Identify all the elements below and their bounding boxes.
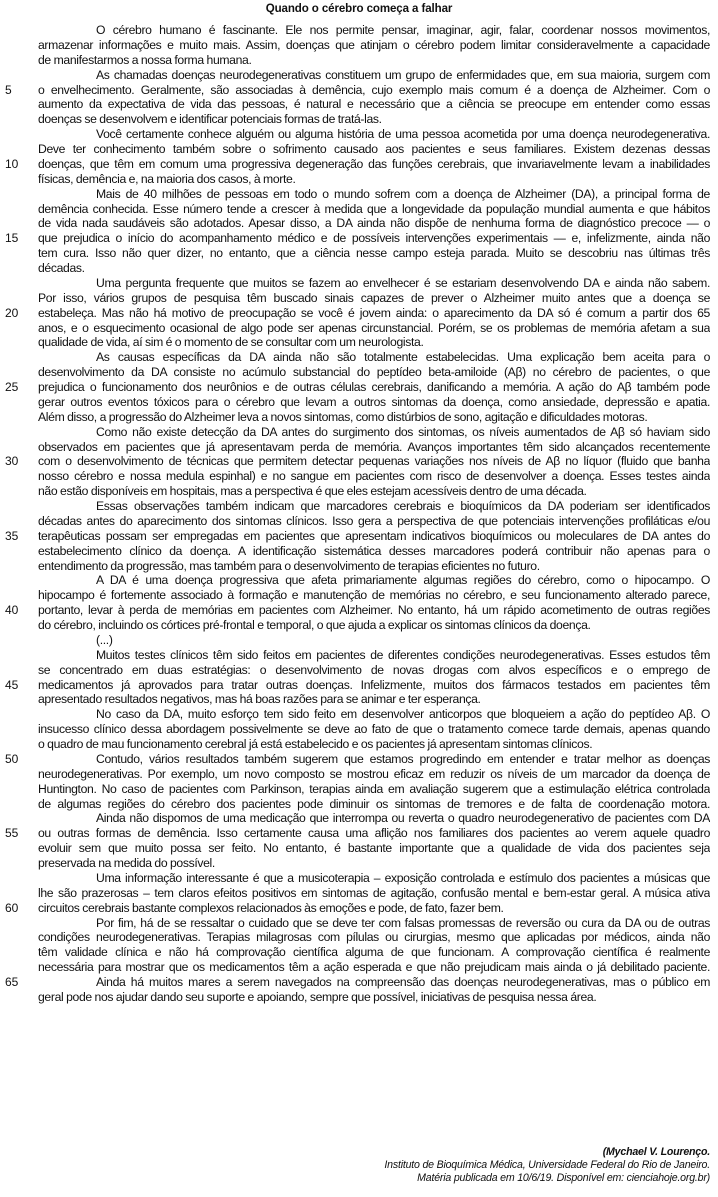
line-text: décadas. <box>38 261 85 275</box>
line-text: Ainda não dispomos de uma medicação que interrompa ou reverta o quadro neurodegenerativo de pacientes com DA <box>96 811 710 826</box>
text-line <box>38 276 710 291</box>
text-line <box>38 573 710 588</box>
text-line <box>5 603 710 618</box>
line-text: terapêuticas possam ser empregadas em pacientes que apresentam indicativos bioquímicos ou moleculares de DA antes do <box>38 528 710 543</box>
text-line <box>5 156 710 172</box>
line-text: gerar outros eventos tóxicos para o cérebro que levam a outros sintomas da doença, como ansiedade, depressão e apatia. <box>38 394 710 409</box>
line-text: de manifestarmos a nossa forma humana. <box>38 52 252 67</box>
line-text: (...) <box>96 632 113 647</box>
line-text: do cérebro, incluindo os córtices pré-frontal e temporal, o que ajuda a explicar os sintomas clínicos da doença. <box>38 618 591 632</box>
text-line <box>38 335 710 350</box>
text-line <box>38 112 710 127</box>
text-line <box>38 930 710 945</box>
text-line <box>5 380 710 395</box>
text-line <box>38 484 710 499</box>
line-text: armazenar informações e muito mais. Assim, doenças que atinjam o cérebro podem limitar consideravelmente a capacidade <box>38 37 710 52</box>
line-text: medicamentos já aprovados para tratar outras doenças. Infelizmente, muitos dos fármacos testados em pacientes têm <box>38 677 710 692</box>
line-text: geral pode nos ajudar dando seu suporte e apoiando, sempre que possível, iniciativas de pesquisa nessa área. <box>38 989 597 1004</box>
line-text: desenvolvimento da DA consiste no acúmulo substancial do peptídeo beta-amiloide (Aβ) no cérebro de pacientes, o que <box>38 365 710 380</box>
line-text: prejudica o funcionamento dos neurônios e de outras células cerebrais, danificando a memória. A ação do Aβ também pode <box>38 380 710 394</box>
line-text: lhe são prazerosas – tem claros efeitos positivos em sintomas de agitação, confusão mental e bem-estar geral. A música ativa <box>38 885 710 900</box>
line-number: 25 <box>5 380 19 394</box>
text-line <box>38 365 710 380</box>
text-line <box>38 871 710 886</box>
text-line <box>38 425 710 440</box>
line-text: ou outras formas de demência. Isso certamente causa uma aflição nos familiares dos pacientes ao verem aquele quadro <box>38 826 710 841</box>
line-number: 60 <box>5 900 19 915</box>
text-line <box>38 53 710 68</box>
text-line <box>38 945 710 960</box>
line-text: Uma informação interessante é que a musicoterapia – exposição controlada e estímulo dos pacientes a músicas que <box>96 870 710 885</box>
line-text: têm validade clínica e não há comprovação científica alguma de que funcionam. A comprovação científica é realmente <box>38 945 710 960</box>
line-text: hipocampo é fortemente associado à formação e manutenção de memórias no cérebro, e seu funcionamento alterado parece, <box>38 588 710 603</box>
line-text: Deve ter conhecimento também sobre o sofrimento causado aos pacientes e seus familiares. Existem dezenas dessas <box>38 142 710 156</box>
line-text: doenças, que têm em comum uma progressiva degeneração das funções cerebrais, que invariavelmente levam a inabilidades <box>38 156 710 171</box>
line-text: aumento da expectativa de vida das pessoas, é natural e necessário que a ciência se preocupe em entender como essas <box>38 97 710 112</box>
text-line <box>5 528 710 544</box>
line-text: com o desenvolvimento de técnicas que permitem detectar pequenas variações nos níveis de Aβ no líquor (fluido que banha <box>38 454 710 469</box>
line-text: doenças se desenvolvem e identificar potenciais formas de tratá-las. <box>38 112 382 127</box>
line-number: 15 <box>5 231 19 246</box>
text-line <box>38 321 710 336</box>
text-line <box>38 707 710 722</box>
line-text: de vida nada saudáveis são adotados. Apesar disso, a DA ainda não dispõe de nenhuma forma de diagnóstico precoce — o <box>38 216 710 231</box>
text-line <box>38 663 710 678</box>
line-text: Essas observações também indicam que marcadores cerebrais e bioquímicos da DA poderiam ser identificados <box>96 499 710 513</box>
text-line <box>38 916 710 931</box>
line-text: Mais de 40 milhões de pessoas em todo o mundo sofrem com a doença de Alzheimer (DA), a principal forma de <box>96 186 710 201</box>
text-line <box>38 202 710 217</box>
article-body <box>5 23 710 1005</box>
line-text: Ainda há muitos mares a serem navegados na compreensão das doenças neurodegenerativas, mas o público em <box>96 975 710 989</box>
line-text: necessária para mostrar que os medicamentos têm a ação esperada e que não prejudicam mais ainda o já debilitado paciente. <box>38 960 710 975</box>
text-line <box>38 469 710 484</box>
line-text: Você certamente conhece alguém ou alguma história de uma pessoa acometida por uma doença neurodegenerativa. <box>96 127 710 142</box>
text-line <box>38 886 710 901</box>
text-line <box>38 350 710 365</box>
text-line <box>38 737 710 752</box>
text-line <box>38 782 710 797</box>
text-line <box>38 261 710 276</box>
text-line <box>5 975 710 990</box>
text-line <box>38 216 710 231</box>
line-text: estabelecimento clínico da doença. A identificação sistemática desses marcadores poderá contribuir não apenas para o <box>38 543 710 558</box>
line-number: 50 <box>5 751 19 766</box>
text-line <box>38 722 710 737</box>
line-text: No caso da DA, muito esforço tem sido feito em desenvolver anticorpos que bloqueiem a ação do peptídeo Aβ. O <box>96 707 710 722</box>
text-line <box>38 692 710 707</box>
line-text: demência conhecida. Esse número tende a crescer à medida que a longevidade da população mundial aumenta e que hábitos <box>38 201 710 216</box>
text-line <box>38 291 710 306</box>
text-line <box>5 677 710 693</box>
line-text: portanto, levar à perda de memórias em pacientes com Alzheimer. No entanto, há um rápido acometimento de outras regiões <box>38 603 710 618</box>
line-text: neurodegenerativas. Por exemplo, um novo composto se mostrou eficaz em reduzir os níveis de um marcador da doença de <box>38 766 710 781</box>
text-line <box>38 618 710 633</box>
line-text: entendimento da progressão, mas também para o desenvolvimento de terapias eficientes no futuro. <box>38 558 540 573</box>
line-text: As causas específicas da DA ainda não são totalmente estabelecidas. Uma explicação bem aceita para o <box>96 350 710 365</box>
text-line <box>38 841 710 856</box>
text-line <box>5 900 710 916</box>
source-publication: Matéria publicada em 10/6/19. Disponível em: cienciahoje.org.br) <box>417 1172 710 1184</box>
line-text: Além disso, a progressão do Alzheimer leva a novos sintomas, como distúrbios de sono, agitação e dificuldades motoras. <box>38 409 648 424</box>
text-line <box>38 410 710 425</box>
line-text: se concentrado em duas estratégias: o desenvolvimento de novas drogas com alvos específicos e o emprego de <box>38 662 710 677</box>
text-line <box>38 23 710 38</box>
line-text: o envelhecimento. Geralmente, são associadas à demência, cujo exemplo mais comum é a doença de Alzheimer. Com o <box>38 82 710 97</box>
line-text: circuitos cerebrais bastante complexos relacionados às emoções e pode, de fato, fazer bem. <box>38 900 504 915</box>
source-institution: Instituto de Bioquímica Médica, Universidade Federal do Rio de Janeiro. <box>384 1159 710 1171</box>
line-text: Uma pergunta frequente que muitos se fazem ao envelhecer é se estariam desenvolvendo DA e ainda não sabem. <box>96 275 710 290</box>
text-line <box>38 68 710 83</box>
text-line <box>5 231 710 246</box>
text-line <box>38 395 710 410</box>
text-line <box>5 305 710 321</box>
line-number: 65 <box>5 975 19 989</box>
line-text: As chamadas doenças neurodegenerativas constituem um grupo de enfermidades que, em sua maioria, surgem com <box>96 67 710 82</box>
text-line <box>38 559 710 574</box>
source-author: (Mychael V. Lourenço. <box>602 1146 710 1158</box>
line-text: insucesso clínico dessa abordagem possivelmente se deve ao fato de que o tratamento comece tarde demais, apenas quando <box>38 722 710 737</box>
line-text: nosso cérebro e nossa medula espinhal) e no sangue em pacientes com risco de desenvolver a doença. Esses testes ainda <box>38 469 710 484</box>
line-text: de algumas regiões do cérebro dos pacientes pode diminuir os sintomas de tremores e de falta de coordenação motora. <box>38 796 710 811</box>
text-line <box>38 499 710 514</box>
line-text: Por isso, vários grupos de pesquisa têm buscado sinais capazes de prever o Alzheimer muito antes que a doença se <box>38 290 710 305</box>
line-text: Por fim, há de se ressaltar o cuidado que se deve ter com falsas promessas de reversão ou cura da DA ou de outras <box>96 915 710 930</box>
line-text: estabeleça. Mas não há motivo de preocupação se você é jovem ainda: o aparecimento da DA só é comum a partir dos 65 <box>38 305 710 320</box>
text-line <box>38 187 710 202</box>
text-line <box>38 544 710 559</box>
text-line <box>38 38 710 53</box>
line-text: Muitos testes clínicos têm sido feitos em pacientes de diferentes condições neurodegenerativas. Esses estudos têm <box>96 647 710 662</box>
text-line <box>38 97 710 112</box>
text-line <box>38 960 710 975</box>
line-text: Contudo, vários resultados também sugerem que estamos progredindo em entender e tratar melhor as doenças <box>96 751 710 766</box>
line-number: 30 <box>5 454 19 469</box>
text-line <box>5 454 710 469</box>
line-number: 55 <box>5 826 19 841</box>
text-line <box>38 811 710 826</box>
text-line <box>38 856 710 871</box>
line-text: anos, e o esquecimento ocasional de algo pode ser apenas circunstancial. Porém, se os problemas de memória afetam a sua <box>38 320 710 335</box>
text-line <box>38 142 710 157</box>
line-text: evoluir sem que muito possa ser feito. No entanto, é bastante importante que a qualidade de vida dos pacientes seja <box>38 841 710 856</box>
text-line <box>38 588 710 603</box>
line-number: 5 <box>5 82 12 97</box>
text-line <box>38 990 710 1005</box>
line-number: 40 <box>5 603 19 618</box>
article-title: Quando o cérebro começa a falhar <box>265 1 453 15</box>
text-line <box>38 172 710 187</box>
line-text: Huntington. No caso de pacientes com Parkinson, terapias ainda em avaliação sugerem que a estimulação elétrica controlada <box>38 781 710 796</box>
line-text: apresentado resultados negativos, mas há boas razões para se animar e ter esperança. <box>38 692 481 707</box>
text-line <box>38 648 710 663</box>
line-text: o quadro de mau funcionamento cerebral já está estabelecido e os pacientes já apresentam sintomas clínicos. <box>38 737 593 751</box>
text-line <box>38 440 710 455</box>
line-text: condições neurodegenerativas. Terapias milagrosas com pílulas ou cirurgias, mesmo que aplicadas por médicos, ainda não <box>38 930 710 945</box>
text-line <box>5 826 710 841</box>
line-text: não estão disponíveis em hospitais, mas a perspectiva é que eles estejam acessíveis dentro de uma década. <box>38 484 587 499</box>
line-number: 20 <box>5 305 19 320</box>
line-text: que prejudica o início do acompanhamento médico e de possíveis intervenções experimentais — e, infelizmente, ainda não <box>38 231 710 246</box>
text-line <box>38 127 710 142</box>
line-text: observados em pacientes que já apresentavam perda de memória. Avanços importantes têm sido alcançados recentemente <box>38 439 710 454</box>
line-text: físicas, demência e, na maioria dos casos, à morte. <box>38 171 296 186</box>
text-line <box>38 767 710 782</box>
text-line <box>38 246 710 261</box>
line-text: tem cura. Isso não quer dizer, no entanto, que a ciência nesse campo esteja parada. Muito se descobriu nas últimas três <box>38 246 710 261</box>
line-text: A DA é uma doença progressiva que afeta primariamente algumas regiões do cérebro, como o hipocampo. O <box>96 573 710 588</box>
line-text: preservada na medida do possível. <box>38 856 215 870</box>
line-text: décadas antes do aparecimento dos sintomas clínicos. Isso gera a perspectiva de que potenciais intervenções profiláticas e/ou <box>38 513 710 528</box>
line-number: 35 <box>5 528 19 543</box>
text-line <box>5 751 710 767</box>
line-number: 45 <box>5 677 19 692</box>
text-line <box>5 82 710 98</box>
line-text: O cérebro humano é fascinante. Ele nos permite pensar, imaginar, agir, falar, coordenar nossos movimentos, <box>96 23 710 37</box>
line-text: qualidade de vida, aí sim é o momento de se consultar com um neurologista. <box>38 335 424 350</box>
text-line <box>38 797 710 812</box>
text-line <box>38 633 710 648</box>
line-text: Como não existe detecção da DA antes do surgimento dos sintomas, os níveis aumentados de Aβ só haviam sido <box>96 424 710 439</box>
text-line <box>38 514 710 529</box>
line-number: 10 <box>5 156 19 171</box>
